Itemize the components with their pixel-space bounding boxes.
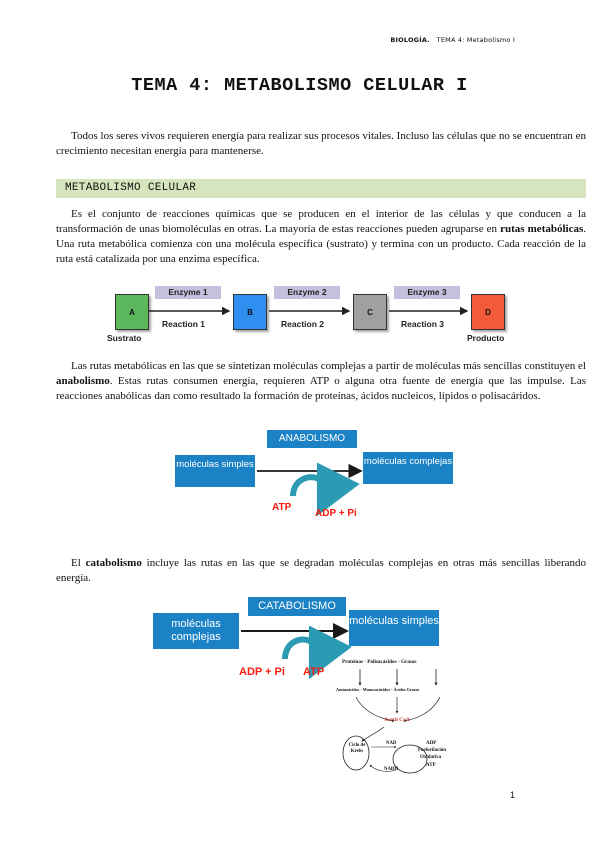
anabolism-title: ANABOLISMO [267,430,357,448]
para1-after: . Una ruta metabólica comienza con una molécula específica (sustrato) y termina con un producto. Cada reacción de la ruta está catalizada por una enzima específica. [56,223,586,265]
enzyme-1-label: Enzyme 1 [155,286,221,299]
catabolism-paragraph [56,556,586,586]
para2-bold: anabolismo [56,375,110,387]
metabolic-map [336,655,476,780]
para3-after: incluye las rutas en las que se degradan moléculas complejas en otras más sencillas liberando energía. [56,557,587,584]
molecule-d-box: D [471,294,505,330]
section-header-bar [56,179,586,198]
anabolism-atp: ATP [272,502,292,513]
map-krebs: Ciclo de Krebs [348,743,366,754]
map-nadh: NADH [384,767,399,772]
anabolism-paragraph [56,359,586,404]
anabolism-diagram [175,430,455,525]
catabolism-curved-arrow [285,640,319,663]
metabolism-paragraph [56,207,586,267]
page-number: 1 [509,790,515,800]
header-topic: TEMA 4: Metabolismo I [436,36,515,44]
para2-before: Las rutas metabólicas en las que se sintetizan moléculas complejas a partir de moléculas más sencillas constituyen el [71,360,586,372]
para3-bold: catabolismo [85,557,142,569]
para2-after: . Estas rutas consumen energía, requieren ATP o alguna otra fuente de energía que las impulse. Las reacciones anabólicas dan como resultado la formación de proteínas, ácidos nucleicos, lípidos o polisacáridos. [56,375,586,402]
intro-text: Todos los seres vivos requieren energía para realizar sus procesos vitales. Incluso las células que no se encuentran en crecimiento necesitan energía para mantenerse. [56,130,586,157]
map-macromolecules: Proteínas - Polisacáridos - Grasas [342,659,417,665]
page-header [390,36,515,44]
map-nad: NAD [386,741,397,746]
header-subject: BIOLOGÍA. [390,36,430,44]
enzyme-3-label: Enzyme 3 [394,286,460,299]
page-title: TEMA 4: METABOLISMO CELULAR I [131,75,468,96]
map-monomers: Aminoácidos - Monosacáridos - Ácidos Grasos [336,687,420,692]
catabolism-adp: ADP + Pi [239,666,285,678]
section-title: METABOLISMO CELULAR [65,182,197,194]
catabolism-atp: ATP [303,666,325,678]
map-acetyl-coa: Acetil CoA [384,717,410,723]
catabolism-complex-box: moléculas complejas [153,613,239,649]
substrate-label: Sustrato [107,333,142,343]
anabolism-adp: ADP + Pi [315,508,357,519]
reaction-2-label: Reaction 2 [281,319,324,329]
molecule-c-box: C [353,294,387,330]
map-adp: ADP [426,741,437,746]
para1-before: Es el conjunto de reacciones químicas que se producen en el interior de las células y que conducen a la transformación de unas biomoléculas en otras. La mayoría de estas reacciones pueden agruparse en [56,208,586,235]
catabolism-title: CATABOLISMO [248,597,346,616]
para3-before: El [71,557,86,569]
map-oxidativa: Oxidativa [420,755,442,760]
anabolism-complex-box: moléculas complejas [363,452,453,484]
pathway-diagram [105,278,525,348]
map-fosforilacion: Fosforilación [418,748,447,753]
anabolism-simple-box: moléculas simples [175,455,255,487]
reaction-1-label: Reaction 1 [162,319,205,329]
para1-bold: rutas metabólicas [500,223,584,235]
map-atp: ATP [426,763,436,768]
molecule-b-box: B [233,294,267,330]
intro-paragraph [56,129,586,159]
catabolism-simple-box: moléculas simples [349,610,439,646]
enzyme-2-label: Enzyme 2 [274,286,340,299]
anabolism-curved-arrow [293,477,327,500]
reaction-3-label: Reaction 3 [401,319,444,329]
molecule-a-box: A [115,294,149,330]
product-label: Producto [467,333,505,343]
